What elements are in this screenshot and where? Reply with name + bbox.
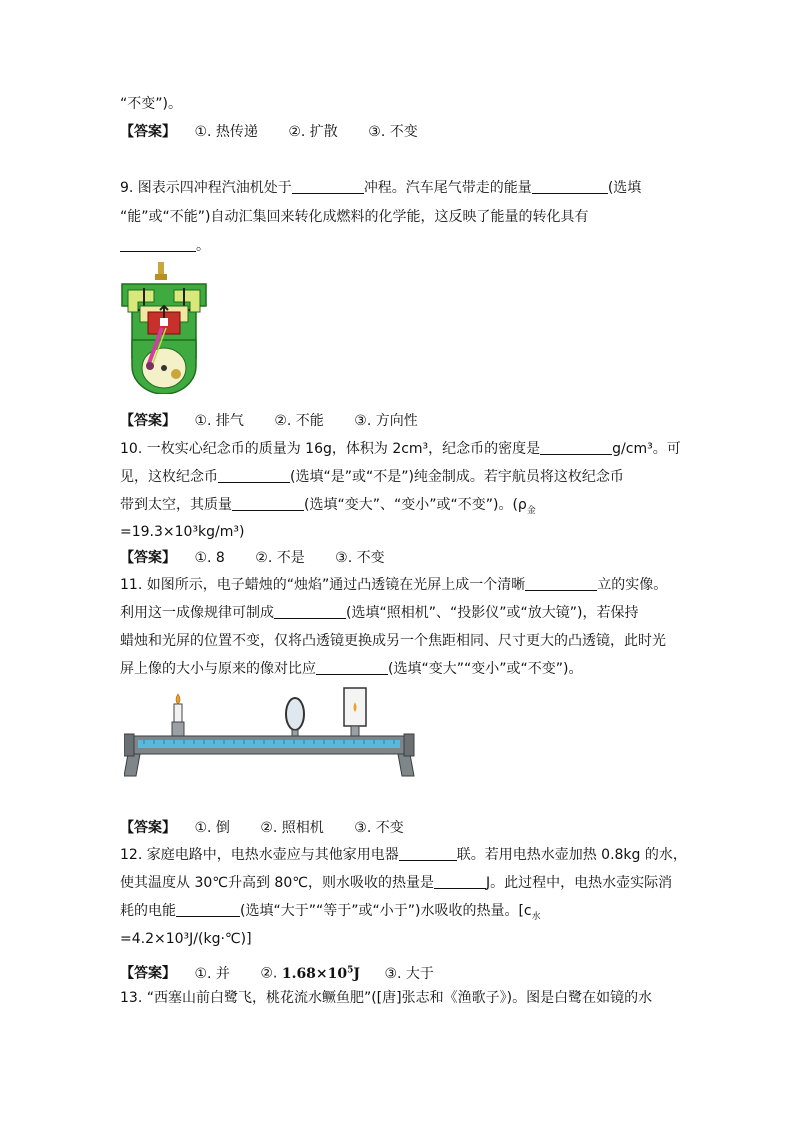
answer-row-q8 — [120, 122, 418, 142]
q11-line-4: 屏上像的大小与原来的像对比应 (选填“变大”“变小”或“不变”)。 — [120, 661, 583, 677]
q11-line-3: 蜡烛和光屏的位置不变，仅将凸透镜更换成另一个焦距相同、尺寸更大的凸透镜，此时光 — [120, 633, 666, 649]
q11-line-1: 11. 如图所示，电子蜡烛的“烛焰”通过凸透镜在光屏上成一个清晰 立的实像。 — [120, 577, 668, 593]
answer-q12-2: ②. $1.68\times 10^5J$ — [260, 965, 361, 982]
q12-line-3: 耗的电能 (选填“大于”“等于”或“小于”)水吸收的热量。[$c_水$ — [120, 903, 541, 922]
answer-label: 【答案】 — [120, 413, 176, 429]
answer-q11-1: ①. 倒 — [194, 820, 230, 836]
q11-line-2: 利用这一成像规律可制成 (选填“照相机”、“投影仪”或“放大镜”)，若保持 — [120, 605, 639, 621]
answer-label: 【答案】 — [120, 965, 176, 982]
q10-line-1: 10. 一枚实心纪念币的质量为 16g，体积为 2cm³，纪念币的密度是 g/cm³。可 — [120, 441, 681, 457]
answer-label: 【答案】 — [120, 550, 176, 566]
answer-q8-2: ②. 扩散 — [288, 124, 338, 140]
answer-row-q12 — [120, 960, 434, 984]
prev-question-tail: “不变”)。 — [120, 96, 182, 112]
answer-q8-1: ①. 热传递 — [194, 124, 258, 140]
answer-q10-1: ①. 8 — [194, 550, 225, 566]
q13-line-1: 13. “西塞山前白鹭飞，桃花流水鳜鱼肥”([唐]张志和《渔歌子》)。图是白鹭在如镜的水 — [120, 990, 653, 1006]
answer-q10-3: ③. 不变 — [335, 550, 385, 566]
answer-row-q10 — [120, 548, 385, 568]
q9-line-3: 。 — [120, 236, 210, 256]
q10-line-4: =19.3×10³kg/m³) — [120, 524, 245, 540]
answer-row-q11 — [120, 818, 404, 838]
q12-line-4: =4.2×10³J/(kg·℃)] — [120, 931, 252, 947]
answer-q9-2: ②. 不能 — [274, 413, 324, 429]
answer-q12-3: ③. 大于 — [384, 965, 434, 982]
answer-q10-2: ②. 不是 — [255, 550, 305, 566]
answer-label: 【答案】 — [120, 820, 176, 836]
q12-line-1: 12. 家庭电路中，电热水壶应与其他家用电器 联。若用电热水壶加热 0.8kg 的水， — [120, 847, 687, 863]
q10-line-3: 带到太空，其质量 (选填“变大”、“变小”或“不变”)。($\rho_金$ — [120, 497, 536, 516]
answer-q12-2-value: $1.68\times 10^5J$ — [281, 965, 361, 982]
answer-q9-1: ①. 排气 — [194, 413, 244, 429]
answer-q11-2: ②. 照相机 — [260, 820, 324, 836]
answer-q11-3: ③. 不变 — [354, 820, 404, 836]
answer-q8-3: ③. 不变 — [368, 124, 418, 140]
engine-figure — [118, 262, 210, 394]
q9-line-1: 9. 图表示四冲程汽油机处于 冲程。汽车尾气带走的能量 (选填 — [120, 180, 642, 196]
optical-bench-figure — [124, 684, 416, 778]
answer-label: 【答案】 — [120, 124, 176, 140]
q9-line-2: “能”或“不能”)自动汇集回来转化成燃料的化学能，这反映了能量的转化具有 — [120, 209, 589, 225]
q12-line-2: 使其温度从 30℃升高到 80℃，则水吸收的热量是 J。此过程中，电热水壶实际消 — [120, 875, 673, 891]
answer-row-q9 — [120, 411, 418, 431]
q10-line-2: 见，这枚纪念币 (选填“是”或“不是”)纯金制成。若宇航员将这枚纪念币 — [120, 469, 624, 485]
answer-q9-3: ③. 方向性 — [354, 413, 418, 429]
answer-q12-1: ①. 并 — [194, 965, 230, 982]
